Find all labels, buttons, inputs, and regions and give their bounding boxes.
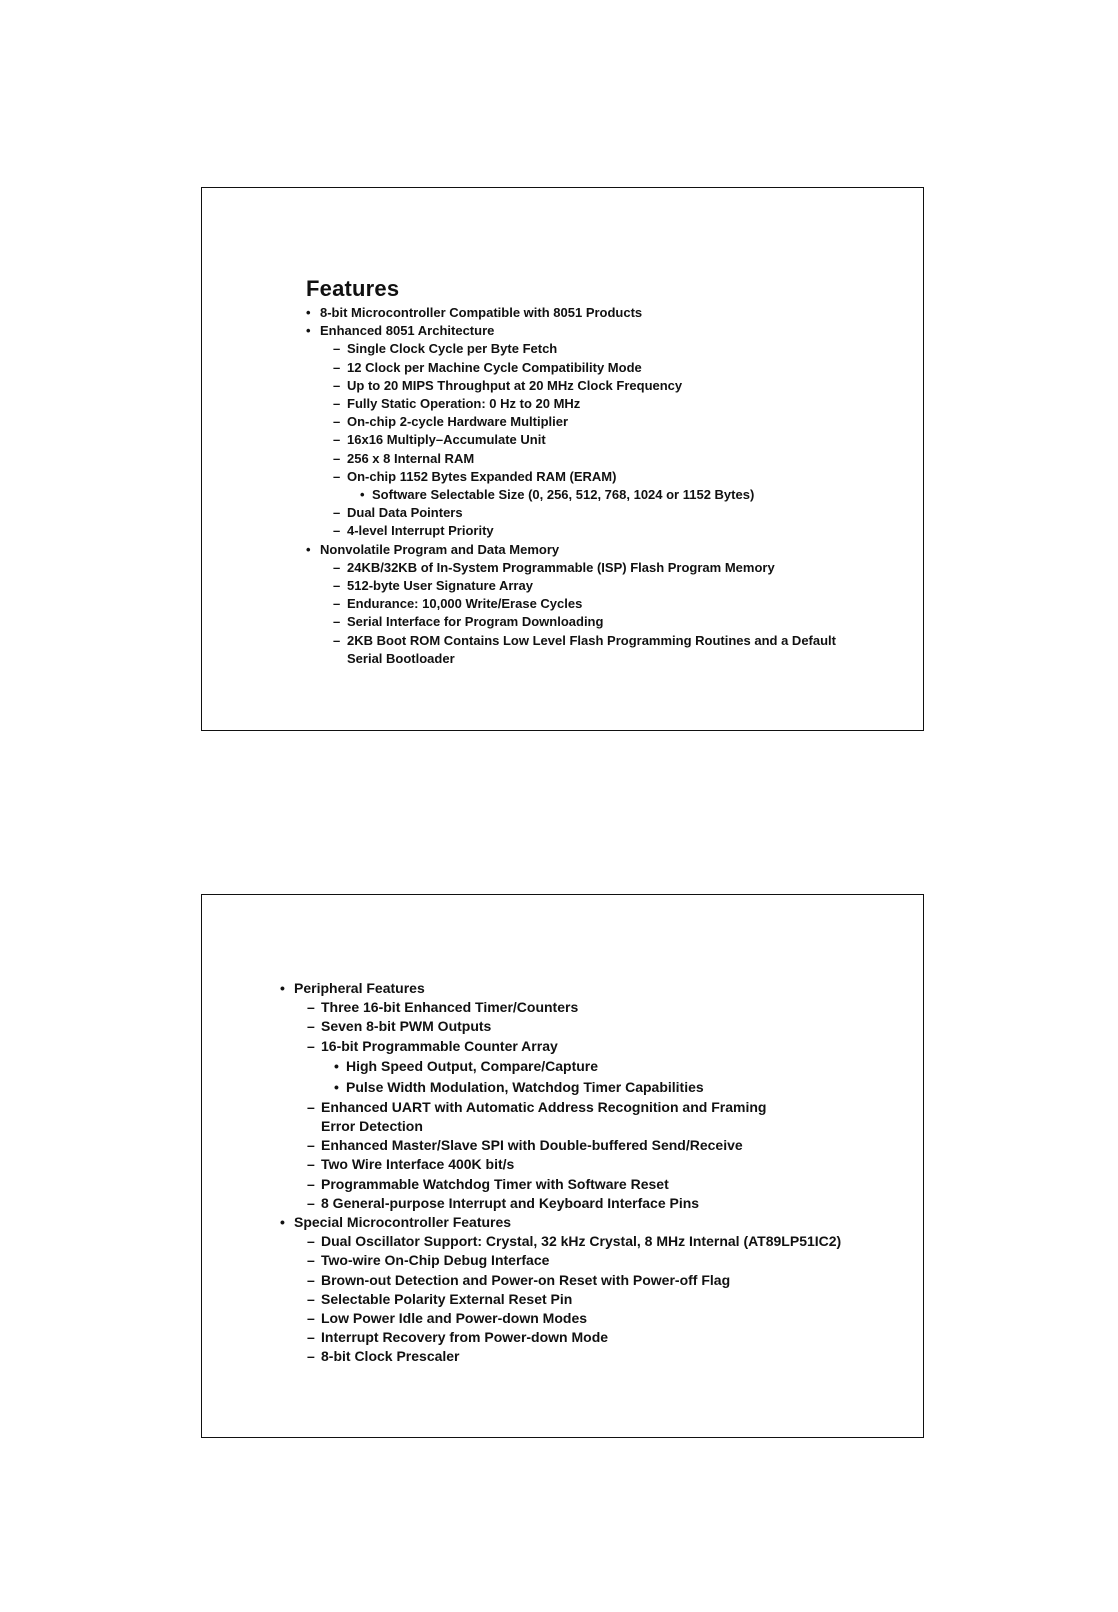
list-item xyxy=(280,979,841,1213)
feature-list xyxy=(280,979,841,1367)
sub-list-item: – Two Wire Interface 400K bit/s xyxy=(307,1155,841,1174)
list-item-text: Nonvolatile Program and Data Memory xyxy=(320,541,560,557)
sub-list xyxy=(307,998,841,1213)
sub-list-item: – 4-level Interrupt Priority xyxy=(333,522,867,540)
sub-list-item: – Up to 20 MIPS Throughput at 20 MHz Clock Frequency xyxy=(333,377,867,395)
list-item xyxy=(306,541,867,668)
sub-list-item: – Three 16-bit Enhanced Timer/Counters xyxy=(307,998,841,1017)
features-slide-2 xyxy=(201,894,924,1438)
sub-list-item: – Low Power Idle and Power-down Modes xyxy=(307,1309,841,1328)
sub-list-item: – Enhanced Master/Slave SPI with Double-buffered Send/Receive xyxy=(307,1136,841,1155)
list-item xyxy=(306,322,867,540)
sub-sub-list-item: • Software Selectable Size (0, 256, 512, 768, 1024 or 1152 Bytes) xyxy=(360,486,867,504)
sub-list-item: – Selectable Polarity External Reset Pin xyxy=(307,1290,841,1309)
sub-list-item: – Single Clock Cycle per Byte Fetch xyxy=(333,340,867,358)
sub-list-item: – 12 Clock per Machine Cycle Compatibility Mode xyxy=(333,359,867,377)
sub-sub-list-item: • Pulse Width Modulation, Watchdog Timer Capabilities xyxy=(334,1077,841,1098)
sub-list-item: – 8 General-purpose Interrupt and Keyboard Interface Pins xyxy=(307,1194,841,1213)
list-item xyxy=(306,304,867,322)
sub-list-item: – Endurance: 10,000 Write/Erase Cycles xyxy=(333,595,867,613)
sub-list-item: – 8-bit Clock Prescaler xyxy=(307,1347,841,1366)
sub-list-item: – 2KB Boot ROM Contains Low Level Flash Programming Routines and a Default Serial Bootloader xyxy=(333,632,867,668)
sub-list-item-text: 16-bit Programmable Counter Array xyxy=(321,1037,558,1054)
sub-list-item: – Programmable Watchdog Timer with Software Reset xyxy=(307,1175,841,1194)
sub-sub-list xyxy=(360,486,867,504)
page-title: Features xyxy=(306,276,400,301)
features-slide-1 xyxy=(201,187,924,731)
feature-list xyxy=(306,304,867,668)
sub-sub-list xyxy=(334,1056,841,1098)
sub-list-item xyxy=(307,1037,841,1098)
sub-list-item: – Enhanced UART with Automatic Address Recognition and Framing Error Detection xyxy=(307,1098,801,1136)
slide-2-content xyxy=(280,979,841,1367)
sub-list-item: – 24KB/32KB of In-System Programmable (ISP) Flash Program Memory xyxy=(333,559,867,577)
sub-list-item: – 512-byte User Signature Array xyxy=(333,577,867,595)
sub-list-item: – 16x16 Multiply–Accumulate Unit xyxy=(333,431,867,449)
sub-list-item: – Seven 8-bit PWM Outputs xyxy=(307,1017,841,1036)
sub-list-item: – Dual Oscillator Support: Crystal, 32 kHz Crystal, 8 MHz Internal (AT89LP51IC2) xyxy=(307,1232,841,1251)
sub-list-item xyxy=(333,468,867,504)
sub-list-item: – Brown-out Detection and Power-on Reset with Power-off Flag xyxy=(307,1271,841,1290)
list-item-text: Special Microcontroller Features xyxy=(294,1214,512,1231)
sub-list-item: – Two-wire On-Chip Debug Interface xyxy=(307,1251,841,1270)
list-item-text: Enhanced 8051 Architecture xyxy=(320,323,495,339)
slide-1-content xyxy=(306,276,867,668)
sub-list xyxy=(333,340,867,540)
sub-list-item: – Interrupt Recovery from Power-down Mode xyxy=(307,1328,841,1347)
list-item xyxy=(280,1213,841,1367)
sub-sub-list-item: • High Speed Output, Compare/Capture xyxy=(334,1056,841,1077)
list-item-text: 8-bit Microcontroller Compatible with 8051 Products xyxy=(320,305,643,320)
sub-list-item: – Dual Data Pointers xyxy=(333,504,867,522)
sub-list-item: – 256 x 8 Internal RAM xyxy=(333,450,867,468)
sub-list-item-text: On-chip 1152 Bytes Expanded RAM (ERAM) xyxy=(347,468,617,484)
sub-list-item: – Serial Interface for Program Downloading xyxy=(333,613,867,631)
sub-list xyxy=(307,1232,841,1366)
sub-list-item: – Fully Static Operation: 0 Hz to 20 MHz xyxy=(333,395,867,413)
list-item-text: Peripheral Features xyxy=(294,980,425,996)
sub-list-item: – On-chip 2-cycle Hardware Multiplier xyxy=(333,413,867,431)
sub-list xyxy=(333,559,867,668)
